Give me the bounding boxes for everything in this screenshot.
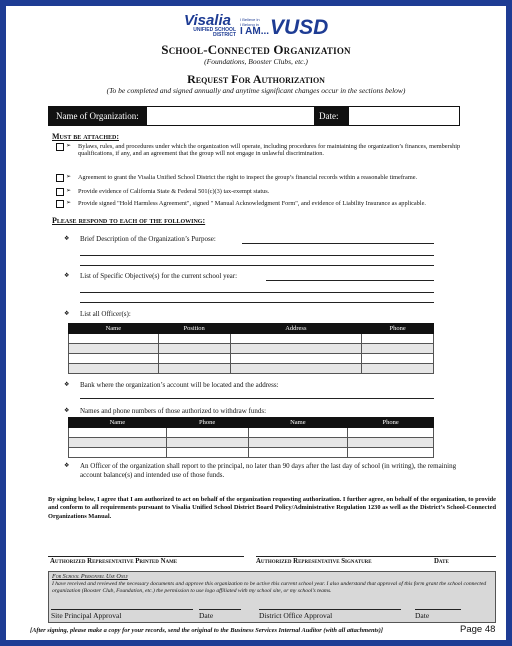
column-header: Phone [166, 418, 248, 428]
question-label: An Officer of the organization shall report to the principal, no later than 90 days after the last day of school (in writing), the remaining account balance(s) and intended use of those funds. [80, 462, 457, 479]
district-approval-label: District Office Approval [259, 611, 333, 620]
attach-item-text: Agreement to grant the Visalia Unified School District the right to inspect the group’s financial records within a reasonable timeframe. [78, 174, 418, 181]
date-line[interactable] [415, 609, 461, 610]
date-label: Date [415, 611, 430, 620]
table-cell[interactable] [158, 334, 230, 344]
visalia-logo-sub2: DISTRICT [212, 32, 236, 38]
signature-date-label: Date [434, 558, 449, 565]
table-cell[interactable] [69, 448, 167, 458]
diamond-bullet-icon: ❖ [64, 273, 70, 279]
table-row [69, 364, 434, 374]
table-cell[interactable] [348, 448, 434, 458]
table-cell[interactable] [362, 354, 434, 364]
table-cell[interactable] [69, 354, 159, 364]
attach-item-text: Provide evidence of California State & Federal 501(c)(3) tax-exempt status. [78, 188, 270, 195]
table-cell[interactable] [166, 438, 248, 448]
page-title: School-Connected Organization [161, 42, 351, 57]
table-cell[interactable] [69, 344, 159, 354]
form-page [14, 10, 498, 636]
table-cell[interactable] [158, 354, 230, 364]
visalia-logo [184, 13, 236, 39]
footer-note: [After signing, please make a copy for your records, send the original to the Business Services Internal Auditor (with all attachments)] [30, 627, 384, 634]
answer-line[interactable] [242, 243, 434, 244]
table-cell[interactable] [248, 448, 348, 458]
page-subtitle: (Foundations, Booster Clubs, etc.) [204, 57, 308, 66]
table-cell[interactable] [362, 344, 434, 354]
checkbox[interactable] [56, 143, 64, 151]
question-label: Names and phone numbers of those authorized to withdraw funds: [80, 407, 267, 415]
table-cell[interactable] [362, 334, 434, 344]
page-number: Page 48 [460, 624, 496, 635]
arrow-icon: ➢ [66, 200, 72, 206]
answer-line[interactable] [80, 265, 434, 266]
officers-table [68, 323, 434, 374]
printed-name-label: Authorized Representative Printed Name [50, 558, 178, 565]
question-label: List all Officer(s): [80, 310, 131, 318]
question-label: List of Specific Objective(s) for the current school year: [80, 272, 238, 280]
date-field[interactable] [348, 106, 460, 126]
attach-item-hold-harmless [56, 200, 496, 210]
table-cell[interactable] [69, 428, 167, 438]
name-date-bar [48, 106, 460, 126]
withdraw-table [68, 417, 434, 458]
attach-item-tax-exempt [56, 188, 496, 198]
table-cell[interactable] [69, 364, 159, 374]
iam-logo [240, 17, 270, 39]
table-cell[interactable] [69, 438, 167, 448]
diamond-bullet-icon: ❖ [64, 382, 70, 388]
attach-item-text: Bylaws, rules, and procedures under which the organization will operate, including procedures for maintaining the organization’s finances, membership qualifications, if any, and an agreement that the group will not engage in unlawful discrimination. [78, 143, 461, 158]
diamond-bullet-icon: ❖ [64, 463, 70, 469]
column-header: Position [158, 324, 230, 334]
diamond-bullet-icon: ❖ [64, 236, 70, 242]
checkbox[interactable] [56, 188, 64, 196]
attestation-text: By signing below, I agree that I am authorized to act on behalf of the organization requesting authorization. I further agree, on behalf of the organization, to provide and conform to all requirements pursuant to Visalia Unified School District Board Policy/Administrative Regulation 1230 as well as the District’s School-Connected Organizations Manual. [48, 496, 496, 520]
table-cell[interactable] [348, 428, 434, 438]
question-label: Bank where the organization’s account will be located and the address: [80, 381, 279, 389]
form-subtitle: (To be completed and signed annually and anytime significant changes occur in the sections below) [106, 86, 406, 95]
signature-line[interactable] [256, 556, 496, 557]
table-row [69, 438, 434, 448]
principal-approval-line[interactable] [51, 609, 193, 610]
attach-item-bylaws [56, 143, 496, 171]
table-cell[interactable] [158, 364, 230, 374]
signature-label: Authorized Representative Signature [256, 558, 372, 565]
visalia-logo-text: Visalia [184, 12, 231, 29]
checkbox[interactable] [56, 174, 64, 182]
diamond-bullet-icon: ❖ [64, 311, 70, 317]
arrow-icon: ➢ [66, 174, 72, 180]
table-cell[interactable] [166, 448, 248, 458]
iam-logo-small2: I Belong in [240, 22, 259, 27]
visalia-logo-sub1: UNIFIED SCHOOL [193, 27, 236, 33]
principal-approval-label: Site Principal Approval [51, 611, 122, 620]
iam-logo-small1: I Believe in [240, 17, 260, 22]
column-header: Name [69, 418, 167, 428]
date-label: Date: [314, 106, 348, 126]
school-use-heading: For School Personnel Use Only [52, 573, 128, 580]
vusd-logo: VUSD [270, 16, 329, 39]
table-cell[interactable] [248, 438, 348, 448]
must-attach-heading: Must be attached: [52, 132, 120, 141]
attach-item-text: Provide signed "Hold Harmless Agreement", signed " Manual Acknowledgment Form", and evidence of Liability Insurance as applicable. [78, 200, 426, 207]
table-cell[interactable] [69, 334, 159, 344]
table-cell[interactable] [230, 344, 362, 354]
column-header: Phone [362, 324, 434, 334]
question-label: Brief Description of the Organization’s Purpose: [80, 235, 216, 243]
answer-line[interactable] [266, 280, 434, 281]
table-cell[interactable] [158, 344, 230, 354]
table-cell[interactable] [230, 354, 362, 364]
arrow-icon: ➢ [66, 143, 72, 149]
org-name-label: Name of Organization: [48, 106, 146, 126]
answer-line[interactable] [80, 292, 434, 293]
column-header: Name [69, 324, 159, 334]
table-header-row [69, 324, 434, 334]
table-header-row [69, 418, 434, 428]
table-cell[interactable] [248, 428, 348, 438]
table-row [69, 428, 434, 438]
table-row [69, 344, 434, 354]
arrow-icon: ➢ [66, 188, 72, 194]
district-approval-line[interactable] [259, 609, 401, 610]
table-row [69, 334, 434, 344]
logo-group [184, 13, 334, 41]
table-cell[interactable] [230, 364, 362, 374]
table-cell[interactable] [362, 364, 434, 374]
form-title: Request For Authorization [187, 72, 325, 86]
table-row [69, 354, 434, 364]
date-label: Date [199, 611, 214, 620]
checkbox[interactable] [56, 200, 64, 208]
school-use-box [48, 571, 496, 623]
table-cell[interactable] [166, 428, 248, 438]
table-cell[interactable] [230, 334, 362, 344]
column-header: Name [248, 418, 348, 428]
answer-line[interactable] [80, 302, 434, 303]
attach-item-agreement [56, 174, 496, 188]
table-cell[interactable] [348, 438, 434, 448]
school-use-text: I have received and reviewed the necessary documents and approve this organization to be active this current school year. I also understand that approval of this form grant the school connected organization (Booster Club, Foundation, etc.) the permission to use logo affiliated with my school site, or my school’s teams. [52, 581, 487, 594]
answer-line[interactable] [80, 255, 434, 256]
column-header: Address [230, 324, 362, 334]
date-line[interactable] [199, 609, 241, 610]
answer-line[interactable] [80, 398, 434, 399]
table-row [69, 448, 434, 458]
printed-name-line[interactable] [48, 556, 244, 557]
diamond-bullet-icon: ❖ [64, 408, 70, 414]
respond-heading: Please respond to each of the following: [52, 216, 206, 225]
column-header: Phone [348, 418, 434, 428]
iam-logo-big: I AM... [240, 26, 270, 37]
